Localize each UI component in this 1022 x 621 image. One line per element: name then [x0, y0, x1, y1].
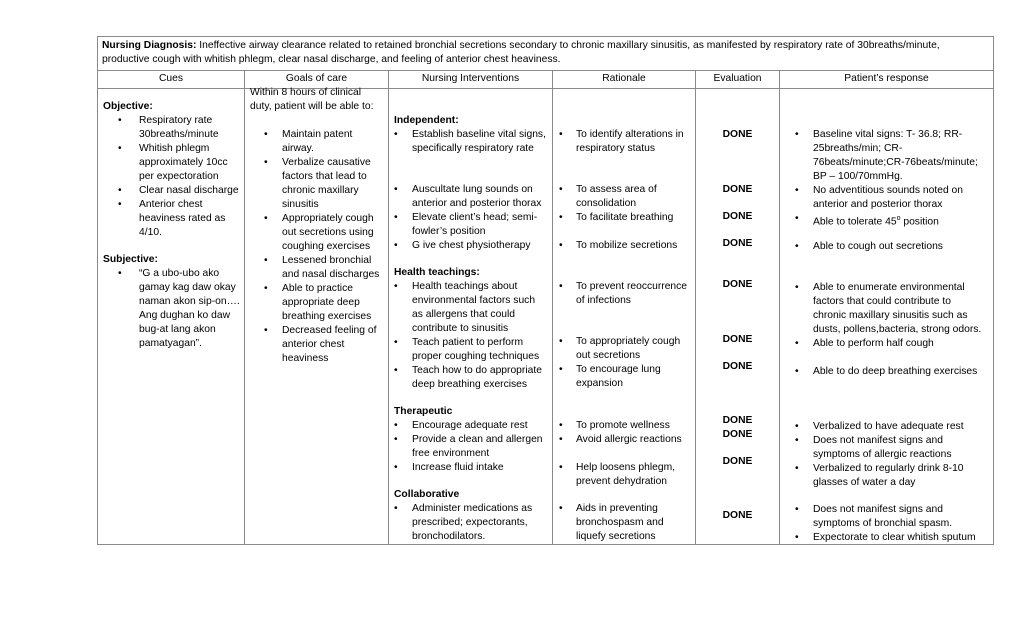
bullet: •	[795, 282, 799, 293]
bullet: •	[559, 462, 563, 473]
response-text: symptoms of allergic reactions	[813, 449, 952, 460]
cue-text: pamatyagan”.	[139, 338, 202, 349]
bullet: •	[394, 365, 398, 376]
health-teachings-label: Health teachings:	[394, 267, 480, 278]
intervention-text: Elevate client’s head; semi-	[412, 212, 538, 223]
intervention-text: Auscultate lung sounds on	[412, 184, 533, 195]
intervention-text: prescribed; expectorants,	[412, 517, 528, 528]
rationale-text: expansion	[576, 378, 623, 389]
goal-text: Able to practice	[282, 283, 353, 294]
response-text: Able to do deep breathing exercises	[813, 366, 978, 377]
header-evaluation: Evaluation	[696, 71, 780, 89]
response-text: factors that could contribute to	[813, 296, 951, 307]
goal-text: appropriate deep	[282, 297, 360, 308]
response-text: Does not manifest signs and	[813, 504, 943, 515]
intervention-text: anterior and posterior thorax	[412, 198, 542, 209]
response-text: Expectorate to clear whitish sputum	[813, 532, 976, 543]
bullet: •	[394, 420, 398, 431]
bullet: •	[394, 281, 398, 292]
cue-text: Anterior chest	[139, 199, 203, 210]
response-text: 25breaths/min; CR-	[813, 143, 903, 154]
response-text: BP – 100/70mmHg.	[813, 171, 903, 182]
rationale-text: out secretions	[576, 350, 641, 361]
bullet: •	[394, 434, 398, 445]
bullet: •	[264, 255, 268, 266]
rationale-text: bronchospasm and	[576, 517, 664, 528]
response-text: Able to cough out secretions	[813, 241, 943, 252]
goal-text: Maintain patent	[282, 129, 353, 140]
cue-text: Clear nasal discharge	[139, 185, 239, 196]
response-text: Does not manifest signs and	[813, 435, 943, 446]
bullet: •	[394, 240, 398, 251]
cue-text: 30breaths/minute	[139, 129, 219, 140]
goal-text: and nasal discharges	[282, 269, 380, 280]
bullet: •	[559, 434, 563, 445]
bullet: •	[795, 366, 799, 377]
rationale-cell	[553, 89, 696, 545]
cue-text: bug-at lang akon	[139, 324, 216, 335]
cue-text: naman akon sip-on….	[139, 296, 240, 307]
cue-text: heaviness rated as	[139, 213, 226, 224]
evaluation-done: DONE	[722, 415, 753, 426]
evaluation-done: DONE	[722, 361, 753, 372]
interventions-cell	[389, 89, 553, 545]
bullet: •	[795, 435, 799, 446]
rationale-text: prevent dehydration	[576, 476, 668, 487]
goal-text: airway.	[282, 143, 314, 154]
intervention-text: as allergens that could	[412, 309, 516, 320]
intervention-text: Increase fluid intake	[412, 462, 504, 473]
bullet: •	[559, 420, 563, 431]
independent-label: Independent:	[394, 115, 459, 126]
rationale-text: consolidation	[576, 198, 637, 209]
rationale-text: To promote wellness	[576, 420, 670, 431]
rationale-text: To facilitate breathing	[576, 212, 674, 223]
bullet: •	[118, 115, 122, 126]
rationale-text: liquefy secretions	[576, 531, 656, 542]
evaluation-done: DONE	[722, 279, 753, 290]
intervention-text: bronchodilators.	[412, 531, 486, 542]
response-text-part: position	[900, 216, 939, 228]
bullet: •	[264, 157, 268, 168]
bullet: •	[559, 503, 563, 514]
intervention-text: Administer medications as	[412, 503, 533, 514]
goal-text: anterior chest	[282, 339, 345, 350]
goal-text: factors that lead to	[282, 171, 367, 182]
intervention-text: free environment	[412, 448, 490, 459]
cue-text: “G a ubo-ubo ako	[139, 268, 220, 279]
response-text: Able to perform half cough	[813, 338, 934, 349]
goal-text: Lessened bronchial	[282, 255, 372, 266]
bullet: •	[559, 336, 563, 347]
bullet: •	[559, 364, 563, 375]
rationale-text: To appropriately cough	[576, 336, 681, 347]
rationale-text: of infections	[576, 295, 631, 306]
goal-text: heaviness	[282, 353, 329, 364]
goals-cell	[245, 89, 389, 545]
collaborative-label: Collaborative	[394, 489, 460, 500]
intervention-text: proper coughing techniques	[412, 351, 540, 362]
rationale-text: To mobilize secretions	[576, 240, 678, 251]
rationale-text: To assess area of	[576, 184, 657, 195]
response-text: anterior and posterior thorax	[813, 199, 943, 210]
bullet: •	[118, 199, 122, 210]
intervention-text: Provide a clean and allergen	[412, 434, 543, 445]
header-goals: Goals of care	[245, 71, 389, 89]
evaluation-done: DONE	[722, 456, 753, 467]
goal-text: Verbalize causative	[282, 157, 371, 168]
nursing-diagnosis-label: Nursing Diagnosis:	[102, 40, 197, 51]
subjective-label: Subjective:	[103, 254, 158, 265]
goal-text: breathing exercises	[282, 311, 372, 322]
evaluation-done: DONE	[722, 129, 753, 140]
cue-text: approximately 10cc	[139, 157, 228, 168]
nursing-diagnosis-text-2: productive cough with whitish phlegm, clear nasal discharge, and feeling of anterior chest heaviness.	[102, 54, 561, 65]
evaluation-done: DONE	[722, 184, 753, 195]
intervention-text: G ive chest physiotherapy	[412, 240, 531, 251]
nursing-care-plan-table	[97, 36, 994, 545]
bullet: •	[559, 129, 563, 140]
degree-superscript: o	[896, 215, 901, 222]
goals-intro: duty, patient will be able to:	[250, 101, 374, 112]
cue-text: 4/10.	[139, 227, 162, 238]
nursing-diagnosis-cell	[98, 37, 994, 71]
cue-text: Respiratory rate	[139, 115, 213, 126]
bullet: •	[795, 532, 799, 543]
goal-text: Decreased feeling of	[282, 325, 377, 336]
response-text: Verbalized to have adequate rest	[813, 421, 964, 432]
cue-text: Ang dughan ko daw	[139, 310, 231, 321]
bullet: •	[264, 325, 268, 336]
response-text: 76beats/minute;CR-76beats/minute;	[813, 157, 978, 168]
goals-intro: Within 8 hours of clinical	[250, 87, 362, 98]
bullet: •	[795, 338, 799, 349]
response-text: dusts, pollens,bacteria, strong odors.	[813, 324, 982, 335]
bullet: •	[795, 213, 799, 224]
bullet: •	[795, 421, 799, 432]
bullet: •	[559, 184, 563, 195]
therapeutic-label: Therapeutic	[394, 406, 453, 417]
header-rationale: Rationale	[553, 71, 696, 89]
evaluation-done: DONE	[722, 238, 753, 249]
intervention-text: Encourage adequate rest	[412, 420, 528, 431]
cue-text: gamay kag daw okay	[139, 282, 236, 293]
goal-text: chronic maxillary	[282, 185, 359, 196]
bullet: •	[118, 143, 122, 154]
objective-label: Objective:	[103, 101, 153, 112]
rationale-text: Aids in preventing	[576, 503, 658, 514]
bullet: •	[394, 129, 398, 140]
response-text-part: Able to tolerate 45	[813, 216, 897, 228]
intervention-text: contribute to sinusitis	[412, 323, 509, 334]
bullet: •	[795, 241, 799, 252]
response-text: glasses of water a day	[813, 477, 916, 488]
bullet: •	[559, 212, 563, 223]
rationale-text: Help loosens phlegm,	[576, 462, 676, 473]
cue-text: Whitish phlegm	[139, 143, 210, 154]
rationale-text: To prevent reoccurrence	[576, 281, 688, 292]
goal-text: Appropriately cough	[282, 213, 374, 224]
intervention-text: Health teachings about	[412, 281, 518, 292]
response-text: chronic maxillary sinusitis such as	[813, 310, 968, 321]
bullet: •	[264, 283, 268, 294]
bullet: •	[795, 463, 799, 474]
intervention-text: Establish baseline vital signs,	[412, 129, 546, 140]
cues-cell	[98, 89, 245, 545]
header-interventions: Nursing Interventions	[389, 71, 553, 89]
bullet: •	[118, 185, 122, 196]
response-text: Able to enumerate environmental	[813, 282, 965, 293]
bullet: •	[795, 504, 799, 515]
cue-text: per expectoration	[139, 171, 219, 182]
goal-text: sinusitis	[282, 199, 319, 210]
intervention-text: Teach patient to perform	[412, 337, 524, 348]
header-row	[98, 71, 994, 89]
nursing-diagnosis-text-1: Ineffective airway clearance related to retained bronchial secretions secondary to chronic maxillary sinusitis, as manifested by respiratory rate of 30breaths/minute,	[196, 40, 940, 51]
evaluation-cell	[696, 89, 780, 545]
patient-response-cell	[780, 89, 994, 545]
evaluation-done: DONE	[722, 211, 753, 222]
response-text	[813, 212, 939, 229]
header-patient-response: Patient’s response	[780, 71, 994, 89]
response-text: Verbalized to regularly drink 8-10	[813, 463, 964, 474]
bullet: •	[394, 462, 398, 473]
intervention-text: deep breathing exercises	[412, 379, 528, 390]
header-cues: Cues	[98, 71, 245, 89]
bullet: •	[559, 240, 563, 251]
goal-text: out secretions using	[282, 227, 374, 238]
rationale-text: Avoid allergic reactions	[576, 434, 682, 445]
rationale-text: To identify alterations in	[576, 129, 684, 140]
bullet: •	[559, 281, 563, 292]
rationale-text: respiratory status	[576, 143, 655, 154]
intervention-text: environmental factors such	[412, 295, 536, 306]
intervention-text: Teach how to do appropriate	[412, 365, 542, 376]
bullet: •	[118, 268, 122, 279]
bullet: •	[795, 185, 799, 196]
response-text: symptoms of bronchial spasm.	[813, 518, 953, 529]
bullet: •	[394, 337, 398, 348]
bullet: •	[264, 129, 268, 140]
rationale-text: To encourage lung	[576, 364, 661, 375]
response-text: Baseline vital signs: T- 36.8; RR-	[813, 129, 963, 140]
goal-text: coughing exercises	[282, 241, 371, 252]
intervention-text: specifically respiratory rate	[412, 143, 534, 154]
bullet: •	[394, 212, 398, 223]
bullet: •	[394, 503, 398, 514]
intervention-text: fowler’s position	[412, 226, 486, 237]
evaluation-done: DONE	[722, 510, 753, 521]
diagnosis-row	[98, 37, 994, 71]
bullet: •	[795, 129, 799, 140]
evaluation-done: DONE	[722, 429, 753, 440]
response-text: No adventitious sounds noted on	[813, 185, 963, 196]
bullet: •	[264, 213, 268, 224]
bullet: •	[394, 184, 398, 195]
evaluation-done: DONE	[722, 334, 753, 345]
content-row	[98, 89, 994, 545]
